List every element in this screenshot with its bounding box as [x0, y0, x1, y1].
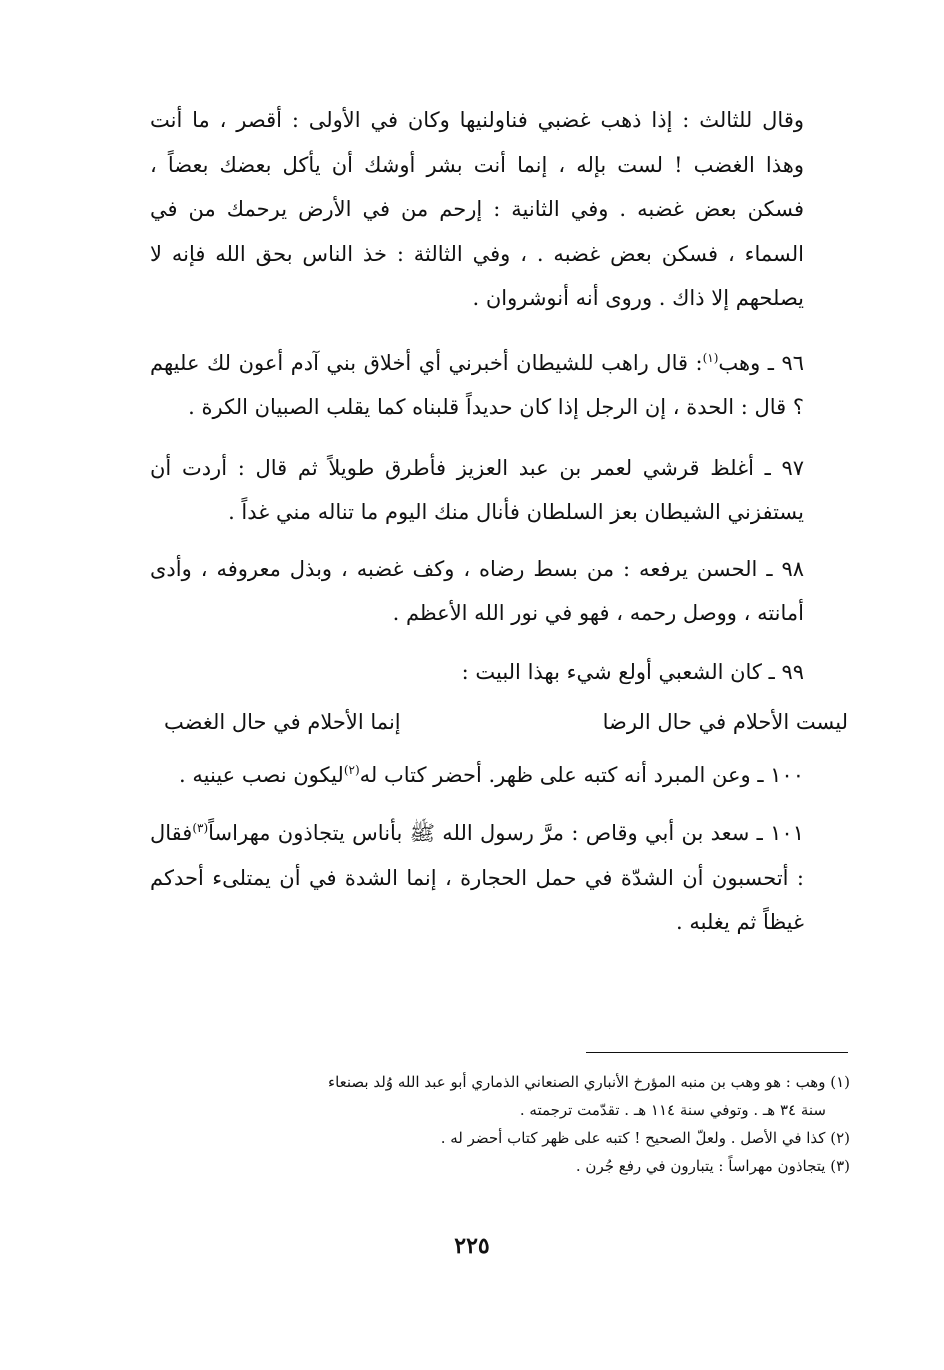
footnote-marker-2[interactable]: (٢): [343, 762, 360, 777]
verse-second-hemistich: إنما الأحلام في حال الغضب: [164, 710, 401, 734]
paragraph-number-text: ٩٦ ـ وهب: [718, 350, 804, 375]
main-text: [150, 98, 862, 945]
paragraph-text: وقال للثالث : إذا ذهب غضبي فناولنيها وكان في الأولى : أقصر ، ما أنت وهذا الغضب ! لست بإله ، إنما أنت بشر أوشك أن يأكل بعضك بعضاً ، فسكن بعض غضبه . وفي الثانية : إرحم من في الأرض يرحمك من في السماء ، فسكن بعض غضبه . ، وفي الثالثة : خذ الناس بحق الله فإنه لا يصلحهم إلا ذاك . وروى أنه أنوشروان .: [150, 108, 804, 310]
paragraph-99: [150, 650, 862, 695]
paragraph-101: [150, 811, 862, 945]
paragraph-text: ٩٧ ـ أغلظ قرشي لعمر بن عبد العزيز فأطرق طويلاً ثم قال : أردت أن يستفزني الشيطان بعز السلطان فأنال منك اليوم ما تناله مني غداً .: [150, 455, 804, 524]
footnote-2: [150, 1124, 850, 1152]
page-number: ٢٢٥: [454, 1233, 490, 1259]
footnote-3: [150, 1152, 850, 1180]
paragraph-100: [150, 753, 862, 798]
paragraph-text: فقال : أتحسبون أن الشدّة في حمل الحجارة ، إنما الشدة في أن يمتلىء أحدكم غيظاً ثم يغلبه .: [150, 821, 804, 934]
paragraph-text: ٩٨ ـ الحسن يرفعه : من بسط رضاه ، وكف غضبه ، وبذل معروفه ، وأدى أمانته ، ووصل رحمه ، فهو في نور الله الأعظم .: [150, 556, 804, 625]
verse-first-hemistich: ليست الأحلام في حال الرضا: [602, 710, 848, 734]
paragraph-text: : قال راهب للشيطان أخبرني أي أخلاق بني آدم أعون لك عليهم ؟ قال : الحدة ، إن الرجل إذا كان حديداً قلبناه كما يقلب الصبيان الكرة .: [150, 350, 804, 419]
footnote-2-text: (٢) كذا في الأصل . ولعلّ الصحيح ! كتبه على ظهر كتاب أحضر له .: [440, 1129, 850, 1147]
footnote-1: [150, 1068, 850, 1124]
paragraph-98: [150, 547, 862, 636]
paragraph-text: ٩٩ ـ كان الشعبي أولع شيء بهذا البيت :: [461, 659, 804, 684]
footnote-3-text: (٣) يتجاذون مهراساً : يتبارون في رفع جُرن .: [575, 1157, 850, 1175]
footnote-marker-3[interactable]: (٣): [192, 821, 209, 835]
footnote-1-line-1: (١) وهب : هو وهب بن منبه المؤرخ الأنباري الصنعاني الذماري أبو عبد الله وُلد بصنعاء: [328, 1073, 850, 1091]
paragraph-95-continuation: [150, 98, 862, 321]
footnote-marker-1[interactable]: (١): [702, 350, 719, 365]
paragraph-text: ١٠٠ ـ وعن المبرد أنه كتبه على ظهر. أحضر كتاب له: [359, 762, 804, 787]
paragraph-text: ليكون نصب عينيه .: [179, 762, 344, 787]
paragraph-96: [150, 341, 862, 430]
paragraph-text: ١٠١ ـ سعد بن أبي وقاص : مرَّ رسول الله ﷺ بأناس يتجاذون مهراساً: [208, 821, 804, 845]
footnote-1-line-2: سنة ٣٤ هـ . وتوفي سنة ١١٤ هـ . تقدّمت ترجمته .: [519, 1101, 826, 1119]
poetry-verse: [150, 700, 862, 745]
footnote-separator: [586, 1052, 848, 1053]
paragraph-97: [150, 446, 862, 535]
footnotes-section: [150, 1068, 850, 1180]
